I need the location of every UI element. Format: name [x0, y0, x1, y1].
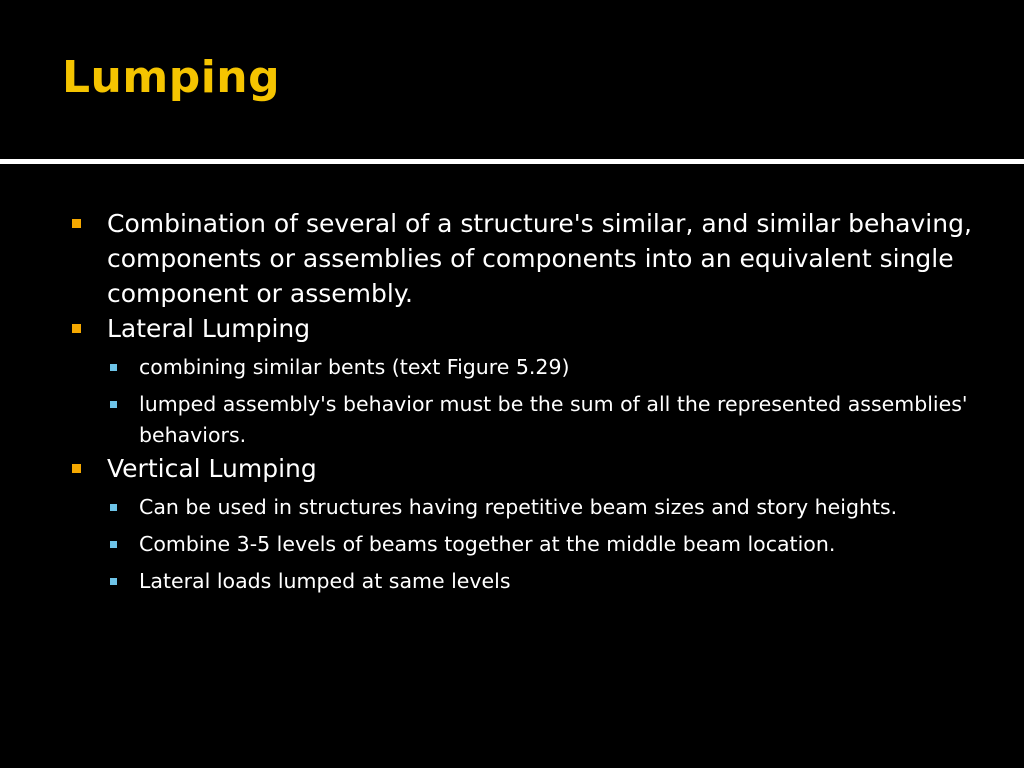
sub-bullet-item — [72, 492, 972, 523]
sub-bullet-text: lumped assembly's behavior must be the sum of all the represented assemblies' behaviors. — [139, 392, 968, 447]
bullet-item — [72, 311, 972, 346]
square-bullet-icon — [110, 578, 117, 585]
sub-bullet-text: Can be used in structures having repetitive beam sizes and story heights. — [139, 495, 898, 519]
slide-body — [72, 206, 972, 597]
square-bullet-icon — [72, 324, 81, 333]
sub-bullet-item — [72, 389, 972, 451]
square-bullet-icon — [110, 401, 117, 408]
bullet-text: Lateral Lumping — [107, 314, 311, 343]
sub-bullet-text: Combine 3-5 levels of beams together at the middle beam location. — [139, 532, 836, 556]
square-bullet-icon — [110, 504, 117, 511]
slide-title: Lumping — [62, 52, 281, 103]
bullet-text: Combination of several of a structure's similar, and similar behaving, components or assemblies of components into an equivalent single component or assembly. — [107, 209, 972, 308]
bullet-item — [72, 206, 972, 311]
sub-bullet-item — [72, 566, 972, 597]
bullet-item — [72, 451, 972, 486]
sub-bullet-text: combining similar bents (text Figure 5.29) — [139, 355, 570, 379]
bullet-text: Vertical Lumping — [107, 454, 317, 483]
sub-bullet-text: Lateral loads lumped at same levels — [139, 569, 511, 593]
square-bullet-icon — [110, 364, 117, 371]
sub-bullet-item — [72, 529, 972, 560]
square-bullet-icon — [72, 219, 81, 228]
sub-bullet-item — [72, 352, 972, 383]
title-divider — [0, 159, 1024, 164]
square-bullet-icon — [72, 464, 81, 473]
square-bullet-icon — [110, 541, 117, 548]
